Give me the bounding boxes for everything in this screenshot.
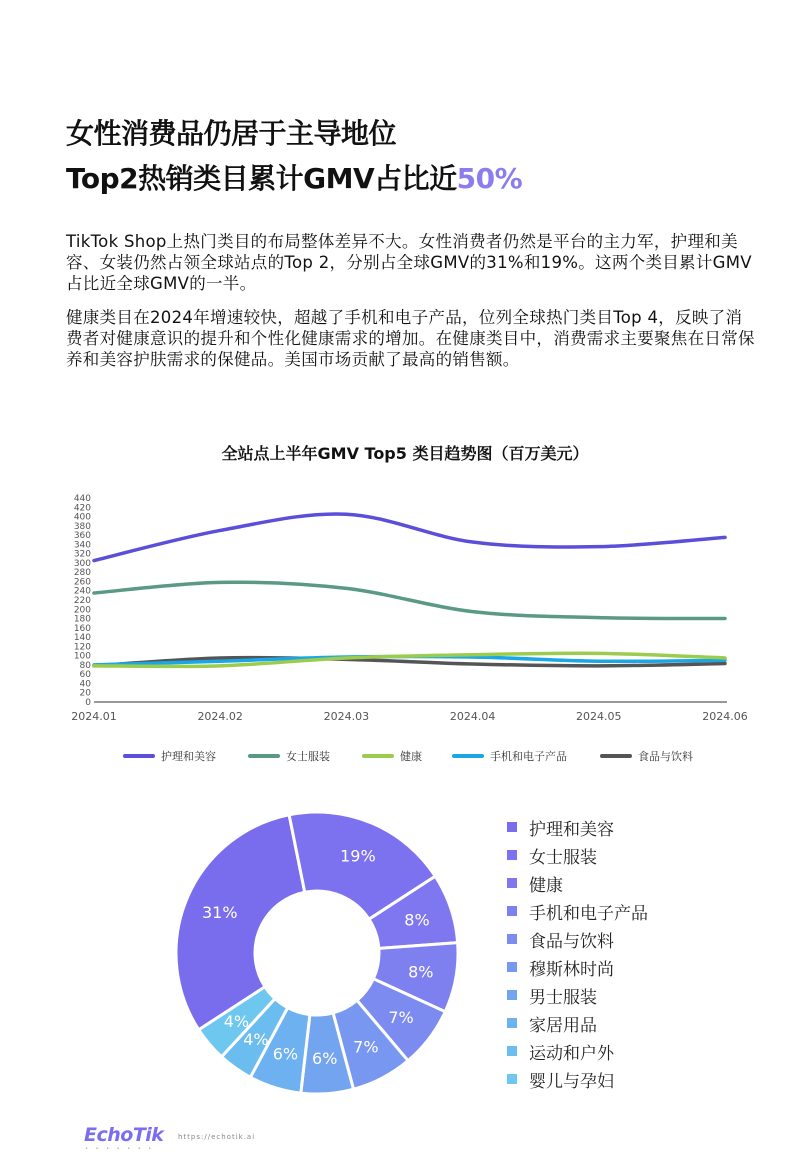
legend-swatch	[362, 754, 394, 758]
health-paragraph: 健康类目在2024年增速较快，超越了手机和电子产品，位列全球热门类目Top 4，反映了消费者对健康意识的提升和个性化健康需求的增加。在健康类目中，消费需求主要聚焦在日常保养和美容护肤需求的保健品。美国市场贡献了最高的销售额。	[66, 308, 755, 369]
legend-swatch	[507, 1018, 517, 1028]
logo-decoration: • • • • • • •	[85, 1146, 155, 1152]
y-tick-label: 0	[85, 698, 91, 708]
category-share-donut-chart	[170, 805, 480, 1105]
y-tick-label: 100	[73, 651, 91, 662]
y-tick-label: 420	[73, 503, 91, 514]
y-tick-label: 120	[73, 642, 91, 653]
legend-label: 护理和美容	[161, 750, 216, 763]
donut-legend	[507, 813, 648, 1093]
y-tick-label: 40	[79, 679, 91, 690]
y-tick-label: 340	[73, 540, 91, 551]
legend-label: 健康	[529, 875, 563, 896]
legend-swatch	[507, 878, 517, 888]
y-tick-label: 180	[73, 614, 91, 625]
legend-item-electronics	[452, 748, 567, 764]
y-tick-label: 200	[73, 605, 91, 616]
y-tick-label: 260	[73, 577, 91, 588]
y-tick-label: 400	[73, 512, 91, 523]
y-tick-label: 300	[73, 558, 91, 569]
y-tick-label: 280	[73, 568, 91, 579]
series-line-女士服装	[94, 582, 725, 618]
donut-slice-label: 6%	[312, 1049, 338, 1069]
y-tick-label: 60	[79, 670, 91, 681]
page-title-line2	[66, 157, 522, 197]
legend-swatch	[507, 822, 517, 832]
legend-label: 食品与饮料	[529, 931, 614, 952]
x-tick-label: 2024.01	[71, 710, 117, 723]
echotik-logo: EchoTik	[84, 1124, 164, 1146]
legend-swatch	[507, 990, 517, 1000]
donut-slice-label: 6%	[272, 1044, 299, 1064]
donut-slice-label: 8%	[408, 962, 434, 982]
y-tick-label: 160	[73, 623, 91, 634]
donut-slice-label: 4%	[243, 1029, 269, 1049]
legend-label: 女士服装	[286, 750, 330, 763]
title-highlight: 50%	[456, 162, 523, 195]
x-tick-label: 2024.03	[323, 710, 370, 723]
legend-swatch	[507, 906, 517, 916]
legend-item-beauty	[123, 748, 216, 764]
x-tick-label: 2024.04	[449, 710, 496, 723]
y-tick-label: 440	[73, 494, 91, 504]
donut-slice-护理和美容	[176, 815, 305, 1030]
legend-swatch	[507, 850, 517, 860]
series-line-护理和美容	[94, 514, 725, 561]
legend-swatch	[600, 754, 632, 758]
donut-legend-item	[507, 897, 648, 925]
legend-label: 健康	[400, 750, 422, 763]
legend-label: 手机和电子产品	[529, 903, 648, 924]
legend-label: 穆斯林时尚	[529, 959, 614, 980]
legend-swatch	[507, 934, 517, 944]
y-tick-label: 320	[73, 549, 91, 560]
x-tick-label: 2024.05	[576, 710, 622, 723]
y-tick-label: 220	[73, 596, 91, 606]
legend-label: 手机和电子产品	[490, 750, 567, 763]
donut-slice-label: 4%	[223, 1012, 250, 1032]
y-tick-label: 380	[73, 521, 91, 532]
donut-slice-label: 31%	[201, 903, 238, 923]
legend-label: 运动和户外	[529, 1043, 614, 1064]
donut-legend-item	[507, 1009, 648, 1037]
gmv-trend-line-chart	[50, 486, 760, 736]
legend-swatch	[507, 1046, 517, 1056]
legend-item-food	[600, 748, 693, 764]
y-tick-label: 360	[73, 531, 91, 542]
legend-label: 家居用品	[529, 1015, 597, 1036]
donut-legend-item	[507, 925, 648, 953]
title-prefix: Top2热销类目累计GMV占比近	[66, 162, 457, 195]
page-title-line1: 女性消费品仍居于主导地位	[66, 117, 397, 150]
y-tick-label: 20	[79, 688, 91, 699]
donut-legend-item	[507, 953, 648, 981]
legend-label: 男士服装	[529, 987, 597, 1008]
legend-swatch	[248, 754, 280, 758]
intro-paragraph: TikTok Shop上热门类目的布局整体差异不大。女性消费者仍然是平台的主力军，护理和美容、女装仍然占领全球站点的Top 2，分别占全球GMV的31%和19%。这两个类目累计GMV占比近全球GMV的一半。	[66, 232, 752, 293]
donut-slice-label: 7%	[388, 1007, 414, 1027]
legend-swatch	[123, 754, 155, 758]
donut-legend-item	[507, 841, 648, 869]
legend-item-womens-apparel	[248, 748, 330, 764]
legend-swatch	[507, 962, 517, 972]
donut-legend-item	[507, 869, 648, 897]
donut-slice-label: 7%	[353, 1037, 379, 1057]
legend-label: 婴儿与孕妇	[529, 1071, 614, 1092]
legend-swatch	[452, 754, 484, 758]
y-tick-label: 240	[73, 586, 91, 597]
x-tick-label: 2024.06	[702, 710, 748, 723]
legend-item-health	[362, 748, 422, 764]
y-tick-label: 140	[73, 633, 91, 644]
line-chart-title: 全站点上半年GMV Top5 类目趋势图（百万美元）	[221, 444, 589, 463]
donut-legend-item	[507, 1037, 648, 1065]
donut-legend-item	[507, 981, 648, 1009]
y-tick-label: 80	[79, 660, 91, 671]
legend-label: 女士服装	[529, 847, 597, 868]
footer-url: https://echotik.ai	[178, 1133, 256, 1141]
legend-label: 食品与饮料	[638, 750, 693, 763]
donut-legend-item	[507, 1065, 648, 1093]
donut-slice-label: 8%	[404, 910, 430, 930]
legend-label: 护理和美容	[529, 819, 614, 840]
donut-slice-label: 19%	[340, 846, 376, 866]
x-tick-label: 2024.02	[197, 710, 243, 723]
legend-swatch	[507, 1074, 517, 1084]
donut-legend-item	[507, 813, 648, 841]
